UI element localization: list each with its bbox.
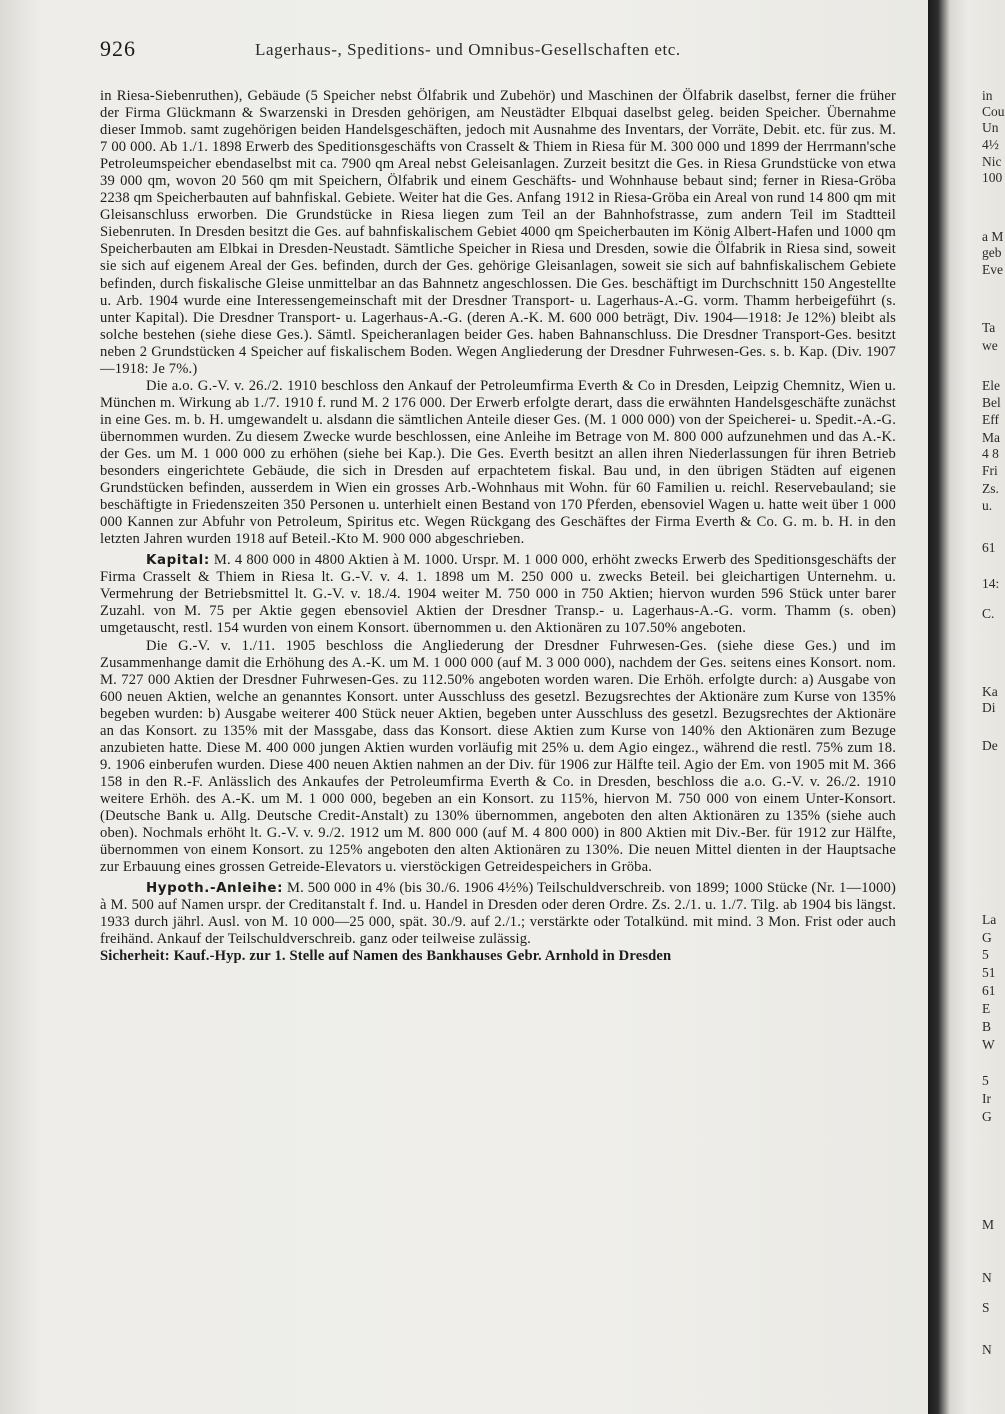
adjacent-page-fragment: Eff <box>982 412 999 427</box>
adjacent-page-fragment: 5 <box>982 1073 989 1088</box>
adjacent-page-fragment: 100 <box>982 170 1003 185</box>
section-hypoth-anleihe <box>100 880 896 948</box>
adjacent-page-fragment: Eve <box>982 262 1003 277</box>
adjacent-page-fragment: in <box>982 88 993 103</box>
adjacent-page-fragment: 5 <box>982 947 989 962</box>
adjacent-page-fragment: G <box>982 930 992 945</box>
adjacent-page-fragment: a M <box>982 229 1004 244</box>
adjacent-page-fragment: Ka <box>982 684 998 699</box>
paragraph-capital-increases: Die G.-V. v. 1./11. 1905 beschloss die Angliederung der Dresdner Fuhrwesen-Ges. (siehe diese Ges.) und im Zusammenhange damit die Erhöhung des A.-K. um M. 1 000 000 (auf M. 3 000 000), nachdem der Ges. seitens eines Konsort. nom. M. 727 000 Aktien der Dresdner Fuhrwesen-Ges. zu 112.50% angeboten worden waren. Die Erhöh. erfolgte durch: a) Ausgabe von 600 neuen Aktien, welche an genanntes Konsort. unter Ausschluss des gesetzl. Bezugsrechtes der Aktionäre zum Kurse von 135% begeben wurden: b) Ausgabe weiterer 400 Stück neuer Aktien, begeben unter Ausschluss des gesetzl. Bezugsrechtes der Aktionäre an das Konsort. zu 135% mit der Massgabe, dass das Konsort. diese Aktien zum Kurse von 140% den Aktionären zum Bezuge anzubieten hatte. Diese M. 400 000 jungen Aktien wurden vorläufig mit 25% u. dem Agio eingez., während die restl. 75% zum 18. 9. 1906 einberufen wurden. Diese 400 neuen Aktien nahmen an der Div. für 1906 zur Hälfte teil. Agio der Em. von 1905 mit M. 366 158 in den R.-F. Anlässlich des Ankaufes der Petroleumfirma Everth & Co. in Dresden, beschloss die a.o. G.-V. v. 26./2. 1910 weitere Erhöh. des A.-K. um M. 1 000 000, begeben an ein Konsort. zu 115%, hiervon M. 750 000 von einem Unter-Konsort. (Deutsche Bank u. Allg. Deutsche Credit-Anstalt) zu 130% übernommen, angeboten den alten Aktionären zu 135% (siehe auch oben). Nochmals erhöht lt. G.-V. v. 9./2. 1912 um M. 800 000 (auf M. 4 800 000) in 800 Aktien mit Div.-Ber. für 1912 zur Hälfte, übernommen von einem Konsort. zu 125% angeboten den alten Aktionären zu 130%. Die neuen Mittel dienten in der Hauptsache zur Erbauung eines grossen Getreide-Elevators u. vierstöckigen Getreidespeichers in Gröba. <box>100 637 896 876</box>
kapital-label: Kapital: <box>146 553 210 569</box>
page-header <box>100 36 920 66</box>
adjacent-page-fragment: N <box>982 1342 992 1357</box>
kapital-text: M. 4 800 000 in 4800 Aktien à M. 1000. Urspr. M. 1 000 000, erhöht zwecks Erwerb des Speditionsgeschäfts der Firma Crasselt & Thiem in Riesa lt. G.-V. v. 4. 1. 1898 um M. 250 000 u. zwecks Beteil. bei gleichartigen Unternehm. u. Vermehrung der Betriebsmittel lt. G.-V. v. 18./4. 1904 weiter M. 750 000 in 750 Aktien; hiervon wurden 596 Stück unter barer Zuzahl. von M. 75 per Aktie gegen ebensoviel Aktien der Dresdner Transp.- u. Lagerhaus-A.-G. vorm. Thamm (s. oben) umgetauscht, restl. 154 wurden von einem Konsort. übernommen u. den Aktionären zu 107.50% angeboten. <box>100 552 896 637</box>
adjacent-page-fragment: M <box>982 1217 995 1232</box>
adjacent-page-fragment: Ma <box>982 430 1000 445</box>
adjacent-page-fragment: we <box>982 338 998 353</box>
adjacent-page-fragment: Di <box>982 700 996 715</box>
adjacent-page-fragment: 4 8 <box>982 446 999 461</box>
adjacent-page-fragment: S <box>982 1300 990 1315</box>
adjacent-page-fragment: Ir <box>982 1091 991 1106</box>
adjacent-page-fragment: B <box>982 1019 992 1034</box>
page-number: 926 <box>100 36 136 61</box>
adjacent-page-fragment: 61 <box>982 983 996 998</box>
sicherheit-text: Kauf.-Hyp. zur 1. Stelle auf Namen des Bankhauses Gebr. Arnhold in Dresden <box>173 948 672 965</box>
adjacent-page-fragment: Bel <box>982 395 1001 410</box>
adjacent-page-fragment: W <box>982 1037 995 1052</box>
adjacent-page-fragment: De <box>982 738 998 753</box>
hypoth-text: M. 500 000 in 4% (bis 30./6. 1906 4½%) Teilschuldverschreib. von 1899; 1000 Stücke (Nr. 1—1000) à M. 500 auf Namen urspr. der Creditanstalt f. Ind. u. Handel in Dresden oder deren Ordre. Zs. 2./1. u. 1./7. Tilg. ab 1904 bis längst. 1933 durch jährl. Ausl. von M. 10 000—25 000, spät. 30./9. auf 2./1.; verstärkte oder Totalkünd. mit mind. 3 Mon. Frist oder auch freihänd. Ankauf der Teilschuldverschreib. ganz oder teilweise zulässig. <box>100 880 896 948</box>
adjacent-page-fragment: Un <box>982 120 999 135</box>
paragraph-everth-acquisition: Die a.o. G.-V. v. 26./2. 1910 beschloss den Ankauf der Petroleumfirma Everth & Co in Dresden, Leipzig Chemnitz, Wien u. München m. Wirkung ab 1./7. 1910 f. rund M. 2 176 000. Der Erwerb erfolgte derart, dass die erwähnten Handelsgeschäfte zunächst in eine Ges. m. b. H. umgewandelt u. alsdann die sämtlichen Anteile dieser Ges. (M. 1 000 000) von der Speicherei- u. Spedit.-A.-G. übernommen wurden. Zu diesem Zwecke wurde beschlossen, eine Anleihe im Betrage von M. 800 000 aufzunehmen und das A.-K. der Ges. um M. 1 000 000 zu erhöhen (siehe bei Kap.). Die Ges. Everth besitzt an allen ihren Niederlassungen für ihren Betrieb besonders eingerichtete Gebäude, die sich in Dresden auf erpachtetem fiskal. Bau und, in den übrigen Städten auf eigenen Grundstücken befinden, ausserdem in Wien ein grosses Arb.-Wohnhaus mit Wohn. für 60 Familien u. reichl. Reservebauland; sie beschäftigte in Friedenszeiten 350 Personen u. unterhielt einen Bestand von 170 Pferden, ebensoviel Wagen u. hatte weit über 1 000 000 Kannen zur Abfuhr von Petroleum, Spiritus etc. Wegen Rückgang des Geschäftes der Firma Everth & Co. G. m. b. H. in den letzten Jahren wurden 1918 auf Beteil.-Kto M. 900 000 abgeschrieben. <box>100 377 896 548</box>
adjacent-page-fragment: u. <box>982 498 993 513</box>
adjacent-page-fragment: 4½ <box>982 137 999 152</box>
adjacent-page-fragment: 14: <box>982 576 1000 591</box>
hypoth-label: Hypoth.-Anleihe: <box>146 881 284 897</box>
adjacent-page-fragment: Nic <box>982 154 1002 169</box>
adjacent-page-edge <box>928 0 1005 1414</box>
adjacent-page-fragment: La <box>982 912 997 927</box>
adjacent-page-fragment: E <box>982 1001 991 1016</box>
sicherheit-label: Sicherheit: <box>100 948 170 965</box>
section-kapital <box>100 552 896 637</box>
adjacent-page-fragment: Ele <box>982 378 1000 393</box>
adjacent-page-fragment: 51 <box>982 965 996 980</box>
adjacent-page-fragment: Zs. <box>982 481 999 496</box>
paragraph-property: in Riesa-Siebenruthen), Gebäude (5 Speicher nebst Ölfabrik und Zubehör) und Maschinen der Ölfabrik daselbst, ferner die früher der Firma Glückmann & Swarzenski in Dresden gehörigen, am Neustädter Elbquai daselbst geleg. beiden Speicher. Übernahme dieser Immob. samt zugehörigen beiden Handelsgeschäften, jedoch mit Ausnahme des Inventars, der Vorräte, Debit. etc. für zus. M. 7 00 000. Ab 1./1. 1898 Erwerb des Speditionsgeschäfts von Crasselt & Thiem in Riesa für M. 300 000 und 1899 der Herrmann'sche Petroleumspeicher ebendaselbst mit ca. 7900 qm Areal nebst Geleisanlagen. Zurzeit besitzt die Ges. in Riesa Grundstücke von etwa 39 000 qm, wovon 20 560 qm mit Speichern, Ölfabrik und einem Geschäfts- und Wohnhause bebaut sind; ferner in Riesa-Gröba 2238 qm Speicherbauten auf bahnfiskal. Gebiete. Weiter hat die Ges. Anfang 1912 in Riesa-Gröba ein Areal von rund 14 800 qm mit Gleisanschluss erworben. Die Grundstücke in Riesa liegen zum Teil an der Bahnhofstrasse, zum andern Teil im Stadtteil Siebenruten. In Dresden besitzt die Ges. auf bahnfiskalischem Gebiet 4000 qm Speicherbauten im König Albert-Hafen und 1000 qm Speicherbauten am Elbkai in Dresden-Neustadt. Sämtliche Speicher in Riesa und Dresden, sowie die Ölfabrik in Riesa sind, soweit sie sich auf eigenem Areal der Ges. befinden, durch der Ges. gehörige Gleisanlagen, soweit sie sich auf bahnfiskalischem Gebiete befinden, durch fiskalische Gleise unmittelbar an das Bahnnetz angeschlossen. Die Ges. beschäftigt im Durchschnitt 150 Angestellte u. Arb. 1904 wurde eine Interessengemeinschaft mit der Dresdner Transport- u. Lagerhaus-A.-G. vorm. Thamm herbeigeführt (s. unter Kapital). Die Dresdner Transport- u. Lagerhaus-A.-G. (deren A.-K. M. 600 000 beträgt, Div. 1904—1918: Je 12%) bleibt als solche bestehen (siehe diese Ges.). Sämtl. Speicheranlagen beider Ges. haben Bahnanschluss. Die Dresdner Transport-Ges. besitzt neben 2 Grundstücken 4 Speicher auf fiskalischem Boden. Wegen Angliederung der Dresdner Fuhrwesen-Ges. s. b. Kap. (Div. 1907—1918: Je 7%.) <box>100 88 896 377</box>
adjacent-page-fragment: G <box>982 1109 992 1124</box>
adjacent-page-fragment: Ta <box>982 320 996 335</box>
adjacent-page-fragment: C. <box>982 606 995 621</box>
article-body <box>100 88 896 1388</box>
section-sicherheit <box>100 948 896 965</box>
adjacent-page-fragment: 61 <box>982 540 996 555</box>
adjacent-page-fragment: Cou <box>982 104 1005 119</box>
running-title: Lagerhaus-, Speditions- und Omnibus-Gesellschaften etc. <box>255 40 681 59</box>
adjacent-page-fragment: Fri <box>982 463 998 478</box>
adjacent-page-fragment: N <box>982 1270 992 1285</box>
adjacent-page-fragment: geb <box>982 245 1002 260</box>
